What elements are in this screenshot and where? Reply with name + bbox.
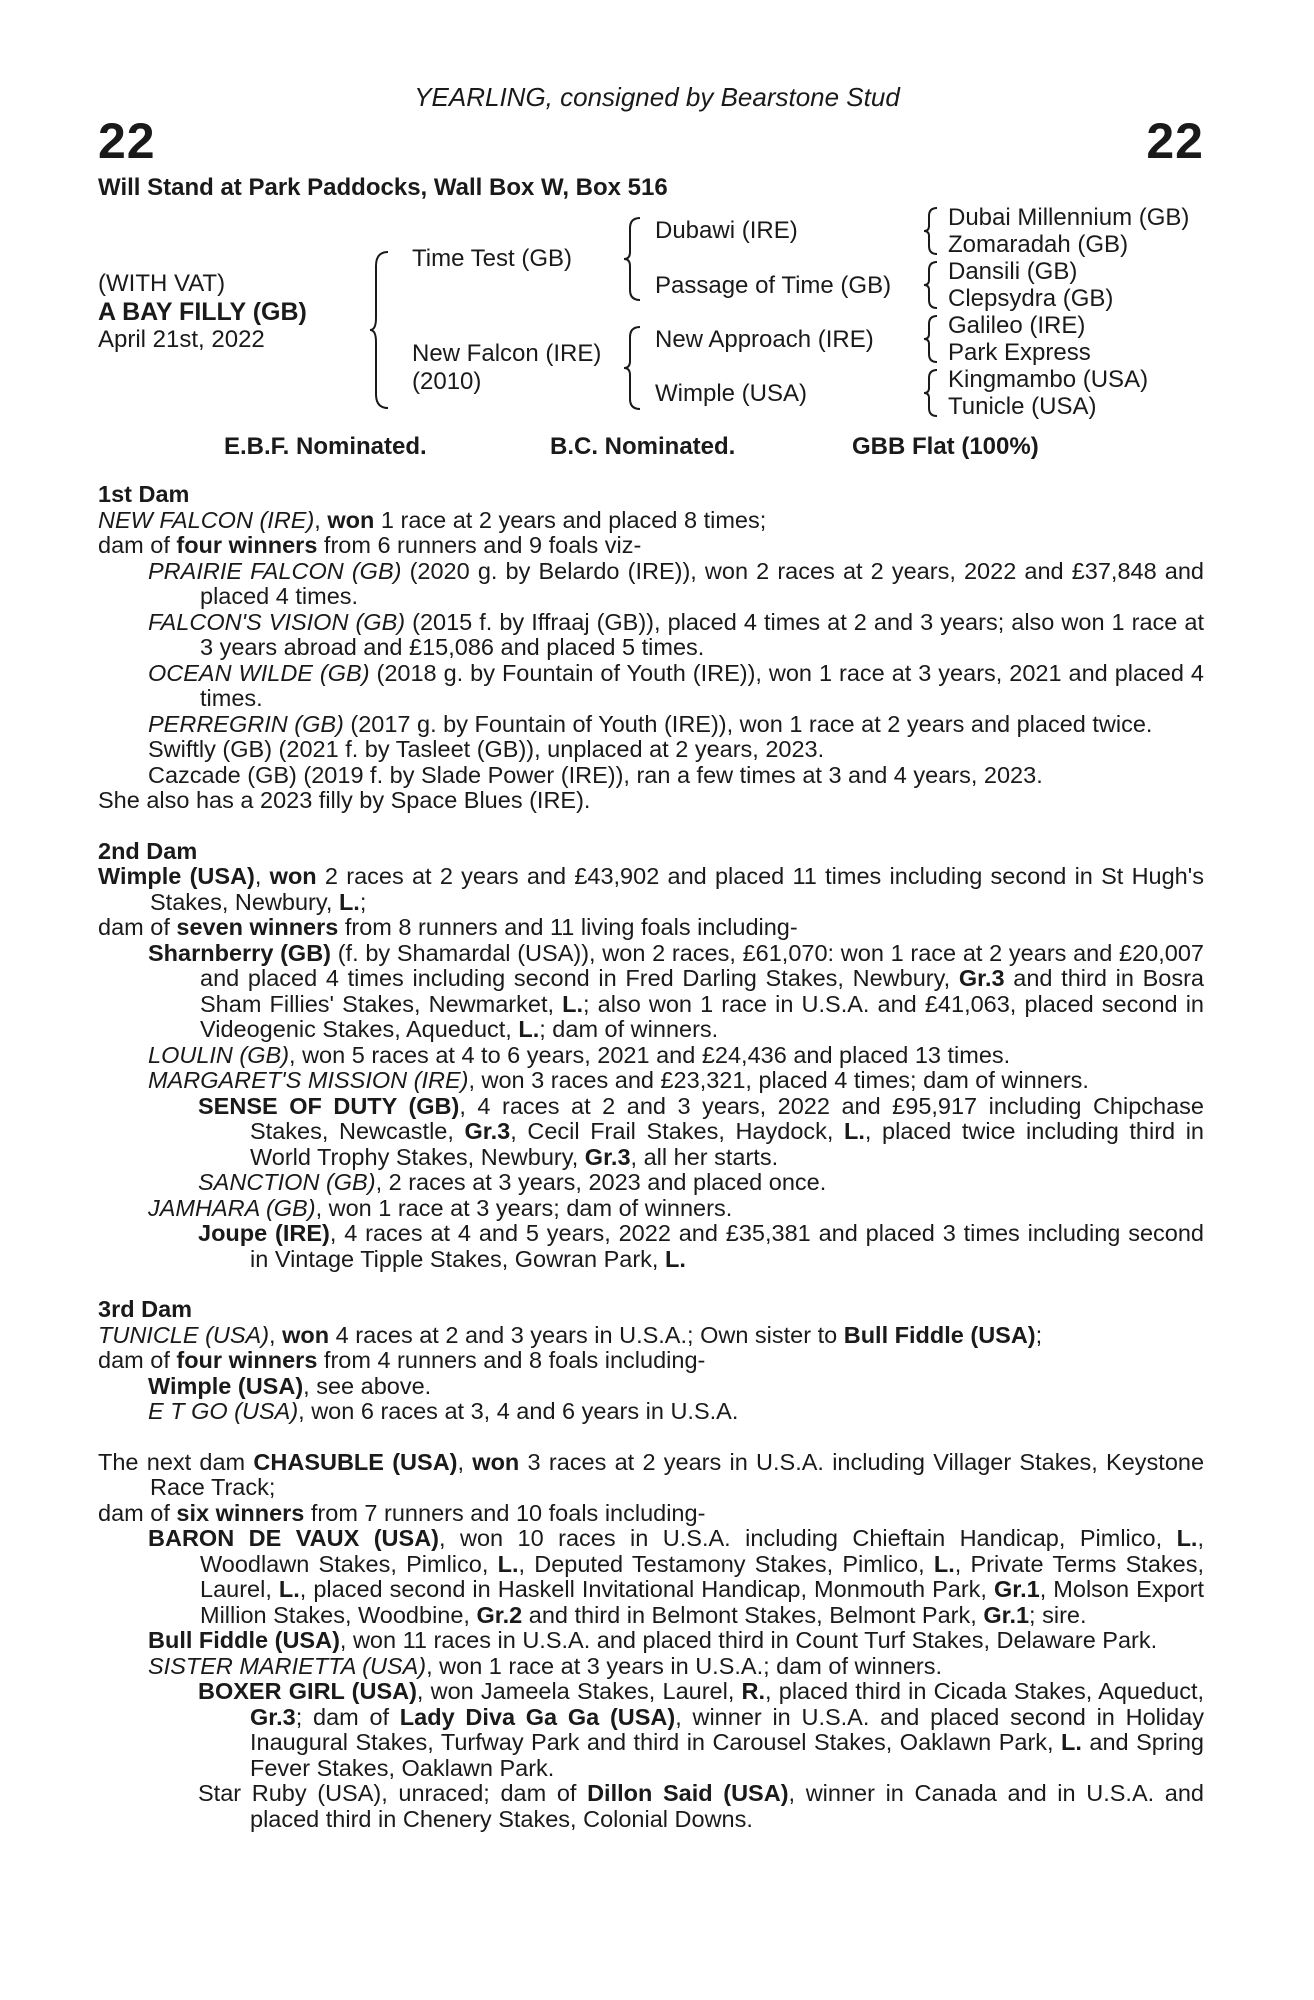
gen3-1: Dubai Millennium (GB)	[948, 204, 1190, 231]
first-dam-heading: 1st Dam	[98, 481, 190, 507]
second-dam-winners-count: seven winners	[176, 914, 339, 940]
group-marker: Gr.1	[983, 1601, 1030, 1628]
sire-parents-brace	[624, 216, 644, 302]
third-dam-produce-summary	[98, 1348, 1204, 1374]
gen3-brace-3	[924, 314, 940, 364]
offspring-record: , won 5 races at 4 to 6 years, 2021 and £24,436 and placed 13 times.	[289, 1041, 1011, 1068]
catalogue-body	[98, 482, 1204, 1832]
second-dam-won: won	[269, 863, 317, 889]
ebf-nomination: E.B.F. Nominated.	[224, 433, 427, 460]
third-dam-name: TUNICLE (USA)	[98, 1321, 270, 1348]
dam: New Falcon (IRE)	[412, 340, 602, 367]
restricted-marker: R.	[741, 1678, 766, 1704]
third-dam-offspring-2	[98, 1399, 1204, 1425]
first-dam-also: She also has a 2023 filly by Space Blues (IRE).	[98, 787, 591, 813]
group-marker: Gr.3	[464, 1118, 511, 1144]
second-dam-offspring-2	[98, 1043, 1204, 1069]
third-dam-record: 4 races at 2 and 3 years in U.S.A.; Own sister to	[329, 1321, 844, 1348]
offspring-name: OCEAN WILDE (GB)	[148, 659, 370, 686]
listed-marker: L.	[497, 1550, 519, 1577]
sire-dam-brace	[370, 250, 392, 410]
gen3-5: Galileo (IRE)	[948, 312, 1086, 339]
offspring-record: , won 10 races in U.S.A. including Chieftain Handicap, Pimlico,	[439, 1525, 1177, 1551]
first-dam-record: 1 race at 2 years and placed 8 times;	[374, 506, 767, 533]
first-dam-dam-of: dam of	[98, 532, 177, 558]
second-dam-heading: 2nd Dam	[98, 837, 198, 864]
offspring-record: , 4 races at 4 and 5 years, 2022 and £35,381 and placed 3 times including second in Vintage Tipple Stakes, Gowran Park,	[250, 1220, 1204, 1272]
third-dam-comma: ,	[269, 1321, 283, 1348]
dam-dam: Wimple (USA)	[655, 380, 808, 407]
first-dam-won: won	[327, 506, 375, 533]
foaling-date: April 21st, 2022	[98, 326, 265, 353]
offspring-name: LOULIN (GB)	[148, 1041, 290, 1068]
group-marker: Gr.1	[994, 1576, 1040, 1602]
offspring-name: E T GO (USA)	[148, 1398, 299, 1424]
listed-marker: L.	[278, 1576, 300, 1602]
gen3-7: Kingmambo (USA)	[948, 366, 1149, 393]
first-dam-intro	[98, 508, 1204, 534]
gen3-2: Zomaradah (GB)	[948, 231, 1129, 258]
vat-note: (WITH VAT)	[98, 270, 226, 297]
first-dam-offspring-5: Swiftly (GB) (2021 f. by Tasleet (GB)), unplaced at 2 years, 2023.	[148, 736, 825, 762]
listed-marker: L.	[933, 1550, 955, 1577]
dam-sire: New Approach (IRE)	[655, 326, 874, 353]
second-dam-offspring-3	[98, 1068, 1204, 1094]
stand-location: Will Stand at Park Paddocks, Wall Box W, Box 516	[98, 174, 668, 201]
offspring-record: (2018 g. by Fountain of Youth (IRE)), won 1 race at 3 years, 2021 and placed 4 times.	[200, 659, 1204, 711]
first-dam-produce-summary	[98, 533, 1204, 559]
listed-marker: L.	[844, 1118, 865, 1144]
listed-marker: L.	[562, 990, 584, 1017]
next-dam-produce-summary	[98, 1501, 1204, 1527]
offspring-record: , Molson Export Million Stakes, Woodbine,	[200, 1576, 1204, 1628]
listed-marker: L.	[1176, 1525, 1198, 1551]
third-dam-offspring-1	[98, 1374, 1204, 1400]
third-dam-won: won	[282, 1321, 330, 1348]
offspring-record: , 2 races at 3 years, 2023 and placed once.	[375, 1169, 827, 1195]
next-dam-offspring-1	[98, 1526, 1204, 1628]
dam-year: (2010)	[412, 368, 482, 395]
next-dam-runners: from 7 runners and 10 foals including-	[304, 1499, 706, 1526]
first-dam-comma: ,	[314, 506, 328, 533]
offspring-name: Lady Diva Ga Ga (USA)	[399, 1703, 676, 1730]
lot-number-left: 22	[98, 113, 156, 169]
next-dam-comma: ,	[457, 1448, 473, 1475]
gen3-brace-2	[924, 260, 940, 310]
offspring-name: SISTER MARIETTA (USA)	[148, 1652, 427, 1679]
next-dam-offspring-2	[98, 1628, 1204, 1654]
gen3-brace-1	[924, 206, 940, 256]
first-dam-offspring-6: Cazcade (GB) (2019 f. by Slade Power (IRE)), ran a few times at 3 and 4 years, 2023.	[148, 761, 1043, 788]
sire-sire: Dubawi (IRE)	[655, 217, 798, 244]
offspring-name: BARON DE VAUX (USA)	[148, 1525, 439, 1551]
gen3-brace-4	[924, 368, 940, 418]
offspring-name: Sharnberry (GB)	[148, 939, 332, 966]
offspring-record: ; also won 1 race in U.S.A. and £41,063, placed second in Videogenic Stakes, Aqueduct,	[200, 990, 1204, 1042]
horse-name: A BAY FILLY (GB)	[98, 298, 307, 326]
sire: Time Test (GB)	[412, 245, 573, 272]
offspring-record: and third in Belmont Stakes, Belmont Park,	[522, 1601, 984, 1628]
offspring-record: (2017 g. by Fountain of Youth (IRE)), won 1 race at 2 years and placed twice.	[343, 710, 1153, 737]
offspring-name: PRAIRIE FALCON (GB)	[148, 557, 402, 584]
second-dam-dam-of: dam of	[98, 914, 177, 940]
grand-offspring-1	[98, 1094, 1204, 1171]
second-dam-offspring-1	[98, 941, 1204, 1043]
group-marker: Gr.3	[584, 1143, 631, 1170]
offspring-record: , all her starts.	[630, 1143, 779, 1170]
second-dam-runners: from 8 runners and 11 living foals including-	[338, 914, 798, 940]
offspring-record: , placed second in Haskell Invitational Handicap, Monmouth Park,	[299, 1576, 994, 1602]
offspring-record: , Deputed Testamony Stakes, Pimlico,	[518, 1550, 934, 1577]
next-dam-winners-count: six winners	[176, 1499, 305, 1526]
offspring-name: JAMHARA (GB)	[148, 1194, 316, 1221]
dam-parents-brace	[624, 325, 644, 411]
next-dam-dam-of: dam of	[98, 1499, 177, 1526]
listed-marker: L.	[518, 1016, 540, 1042]
offspring-record: , Cecil Frail Stakes, Haydock,	[510, 1118, 845, 1144]
offspring-name: PERREGRIN (GB)	[148, 710, 344, 737]
second-dam-punct: ;	[359, 888, 367, 915]
next-dam-offspring-3	[98, 1654, 1204, 1680]
group-marker: Gr.3	[250, 1703, 296, 1730]
next-dam-intro	[98, 1450, 1204, 1501]
offspring-name: Wimple (USA)	[148, 1372, 304, 1399]
first-dam-offspring-3	[98, 661, 1204, 712]
offspring-record: ; sire.	[1029, 1601, 1087, 1628]
offspring-name: SANCTION (GB)	[198, 1169, 376, 1195]
offspring-record: , won 11 races in U.S.A. and placed third in Count Turf Stakes, Delaware Park.	[339, 1627, 1158, 1653]
third-dam-punct: ;	[1035, 1321, 1043, 1348]
offspring-record: (f. by Shamardal (USA)), won 2 races, £61,070: won 1 race at 2 years and £20,007 and placed 4 times including second in Fred Darling Stakes, Newbury,	[200, 939, 1204, 991]
offspring-record: , Woodlawn Stakes, Pimlico,	[200, 1525, 1204, 1577]
gen3-4: Clepsydra (GB)	[948, 285, 1114, 312]
gbb-flat: GBB Flat (100%)	[852, 433, 1039, 460]
offspring-record: ; dam of winners.	[539, 1016, 719, 1042]
next-dam-lead: The next dam	[98, 1448, 254, 1475]
consignment-line: YEARLING, consigned by Bearstone Stud	[414, 82, 900, 112]
first-dam-runners: from 6 runners and 9 foals viz-	[317, 532, 642, 558]
offspring-record: (2020 g. by Belardo (IRE)), won 2 races at 2 years, 2022 and £37,848 and placed 4 times.	[200, 557, 1205, 609]
gen3-8: Tunicle (USA)	[948, 393, 1097, 420]
first-dam-winners-count: four winners	[176, 532, 318, 558]
second-dam-record: 2 races at 2 years and £43,902 and placed 11 times including second in St Hugh's Stakes, Newbury,	[150, 863, 1204, 915]
offspring-record: , see above.	[303, 1372, 432, 1399]
first-dam-offspring-1	[98, 559, 1204, 610]
sire-dam: Passage of Time (GB)	[655, 272, 892, 299]
first-dam-offspring-2	[98, 610, 1204, 661]
third-dam-heading: 3rd Dam	[98, 1296, 193, 1322]
first-dam-name: NEW FALCON (IRE)	[98, 506, 315, 533]
listed-marker: L.	[664, 1245, 686, 1272]
second-dam-name: Wimple (USA)	[98, 863, 255, 889]
offspring-record: , won Jameela Stakes, Laurel,	[416, 1678, 742, 1704]
next-dam-record: 3 races at 2 years in U.S.A. including Villager Stakes, Keystone Race Track;	[150, 1448, 1205, 1500]
offspring-record: , won 3 races and £23,321, placed 4 times; dam of winners.	[468, 1067, 1089, 1093]
offspring-name: FALCON'S VISION (GB)	[148, 608, 406, 635]
offspring-record: and Spring Fever Stakes, Oaklawn Park.	[250, 1729, 1204, 1781]
gen3-6: Park Express	[948, 339, 1091, 366]
offspring-name: MARGARET'S MISSION (IRE)	[148, 1067, 469, 1093]
listed-marker: L.	[338, 888, 360, 915]
offspring-name: SENSE OF DUTY (GB)	[198, 1092, 460, 1119]
lot-number-right: 22	[1146, 113, 1204, 169]
next-dam-grand-offspring-1	[98, 1679, 1204, 1781]
group-marker: Gr.3	[958, 965, 1005, 991]
offspring-record: , won 1 race at 3 years in U.S.A.; dam of winners.	[426, 1652, 943, 1679]
offspring-record: , placed third in Cicada Stakes, Aqueduct,	[765, 1678, 1204, 1704]
offspring-name: Dillon Said (USA)	[587, 1780, 789, 1806]
offspring-record: and third in Bosra Sham Fillies' Stakes, Newmarket,	[200, 965, 1204, 1017]
third-dam-dam-of: dam of	[98, 1347, 177, 1373]
third-dam-intro	[98, 1323, 1204, 1349]
gen3-3: Dansili (GB)	[948, 258, 1078, 285]
offspring-record: , winner in Canada and in U.S.A. and placed third in Chenery Stakes, Colonial Downs.	[250, 1780, 1204, 1832]
third-dam-sister: Bull Fiddle (USA)	[843, 1321, 1036, 1348]
group-marker: Gr.2	[476, 1601, 523, 1628]
offspring-record: Star Ruby (USA), unraced; dam of	[198, 1780, 588, 1806]
first-dam-offspring-4	[98, 712, 1204, 738]
offspring-record: (2015 f. by Iffraaj (GB)), placed 4 times at 2 and 3 years; also won 1 race at 3 years abroad and £15,086 and placed 5 times.	[200, 608, 1204, 660]
grand-offspring-3	[98, 1221, 1204, 1272]
second-dam-intro: Wimple (USA), won 2 races at 2 years and £43,902 and placed 11 times including second in St Hugh's Stakes, Newbury, L.;	[98, 863, 1204, 915]
listed-marker: L.	[1061, 1729, 1082, 1755]
second-dam-offspring-4	[98, 1196, 1204, 1222]
offspring-name: Bull Fiddle (USA)	[148, 1627, 340, 1653]
offspring-record: , Private Terms Stakes, Laurel,	[200, 1550, 1204, 1602]
offspring-record: , won 6 races at 3, 4 and 6 years in U.S.A.	[298, 1398, 739, 1424]
third-dam-winners-count: four winners	[176, 1347, 318, 1373]
grand-offspring-2	[98, 1170, 1204, 1196]
offspring-name: Joupe (IRE)	[198, 1220, 330, 1246]
offspring-record: , 4 races at 2 and 3 years, 2022 and £95,917 including Chipchase Stakes, Newcastle,	[250, 1092, 1204, 1144]
second-dam-produce-summary	[98, 915, 1204, 941]
offspring-record: , winner in U.S.A. and placed second in Holiday Inaugural Stakes, Turfway Park and third in Carousel Stakes, Oaklawn Park,	[250, 1703, 1204, 1755]
third-dam-runners: from 4 runners and 8 foals including-	[317, 1347, 706, 1373]
bc-nomination: B.C. Nominated.	[550, 433, 736, 460]
next-dam-won: won	[472, 1448, 520, 1475]
offspring-record: ; dam of	[295, 1703, 400, 1730]
next-dam-name: CHASUBLE (USA)	[253, 1448, 458, 1475]
next-dam-grand-offspring-2	[98, 1781, 1204, 1832]
offspring-name: BOXER GIRL (USA)	[198, 1678, 417, 1704]
offspring-record: , placed twice including third in World Trophy Stakes, Newbury,	[250, 1118, 1204, 1170]
offspring-record: , won 1 race at 3 years; dam of winners.	[315, 1194, 733, 1221]
